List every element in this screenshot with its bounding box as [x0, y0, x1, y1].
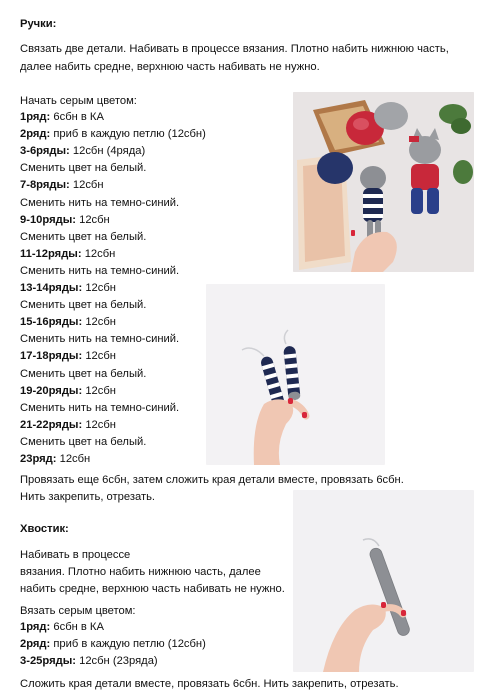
handles-row-label: 13-14ряды: [20, 282, 83, 294]
handles-row [20, 384, 116, 398]
handles-row-text: 12сбн [82, 418, 116, 431]
handles-row [20, 401, 179, 415]
handles-row [20, 213, 110, 227]
photo-cat-toys [293, 92, 474, 272]
handles-row-label: 15-16ряды: [20, 316, 83, 329]
tail-heading: Хвостик: [20, 523, 69, 535]
tail-intro-line-1: Набивать в процессе [20, 549, 131, 561]
handles-row-label: 11-12ряды: [20, 247, 82, 260]
photo-grey-tail [293, 490, 474, 672]
handles-row-label: 9-10ряды: [20, 213, 76, 226]
handles-row-text: Сменить цвет на белый. [20, 299, 147, 312]
handles-row-text: 12сбн [82, 282, 116, 294]
handles-row-text: Сменить нить на темно-синий. [20, 196, 180, 209]
handles-row-text: 12сбн [82, 384, 116, 397]
photo-striped-arms [206, 284, 385, 465]
handles-row-label: 19-20ряды: [20, 384, 83, 397]
handles-row-text: 6сбн в КА [50, 111, 104, 123]
handles-row [20, 298, 146, 312]
tail-intro-line-3: набить средне, верхнюю часть набивать не нужно. [20, 583, 285, 595]
handles-row-text: Сменить цвет на белый. [20, 367, 147, 380]
handles-row [20, 110, 104, 124]
handles-row [20, 281, 116, 295]
handles-row-text: 12сбн [76, 213, 110, 226]
handles-row-text: 12сбн [69, 179, 104, 192]
handles-finish-line-1: Провязать еще 6сбн, затем сложить края детали вместе, провязать 6сбн. [20, 474, 404, 486]
handles-row [20, 178, 104, 192]
handles-row [20, 230, 146, 244]
tail-row-label: 1ряд: [20, 621, 51, 633]
handles-row-label: 23ряд: [20, 453, 57, 465]
tail-row-text: 6сбн в КА [50, 621, 104, 633]
handles-row [20, 349, 116, 363]
tail-row-label: 3-25ряды: [20, 655, 76, 667]
handles-row-text: 12сбн [82, 316, 116, 329]
handles-row [20, 144, 145, 158]
handles-row [20, 127, 206, 141]
handles-start-color: Начать серым цветом: [20, 95, 137, 107]
handles-row-text: приб в каждую петлю (12сбн) [50, 128, 206, 141]
tail-row [20, 620, 104, 634]
handles-row-text: Сменить нить на темно-синий. [20, 333, 180, 346]
handles-row-label: 21-22ряды: [20, 418, 83, 431]
handles-heading: Ручки: [20, 18, 57, 30]
handles-row-text: Сменить цвет на белый. [20, 435, 147, 448]
handles-row [20, 196, 179, 210]
tail-row-label: 2ряд: [20, 638, 51, 650]
handles-row-text: 12сбн [81, 247, 116, 260]
tail-start-color: Вязать серым цветом: [20, 605, 136, 617]
handles-intro-line-1: Связать две детали. Набивать в процессе вязания. Плотно набить нижнюю часть, [20, 43, 449, 55]
tail-row [20, 637, 206, 651]
handles-row-label: 2ряд: [20, 128, 51, 141]
handles-row-label: 17-18ряды: [20, 350, 83, 363]
handles-row [20, 435, 146, 449]
tail-row-text: приб в каждую петлю (12сбн) [50, 638, 206, 650]
tail-row [20, 654, 158, 668]
handles-row-text: Сменить нить на темно-синий. [20, 401, 180, 414]
handles-row-text: Сменить нить на темно-синий. [20, 264, 180, 277]
tail-finish-line: Сложить края детали вместе, провязать 6сбн. Нить закрепить, отрезать. [20, 678, 399, 690]
handles-row [20, 367, 146, 381]
handles-row-text: 12сбн (4ряда) [69, 145, 146, 158]
handles-row-text: 12сбн [56, 453, 91, 465]
tail-row-text: 12сбн (23ряда) [76, 655, 158, 667]
handles-row [20, 452, 90, 466]
handles-row-label: 7-8ряды: [20, 179, 70, 192]
handles-row-text: Сменить цвет на белый. [20, 162, 147, 175]
handles-row-text: 12сбн [82, 350, 116, 363]
handles-intro-line-2: далее набить средне, верхнюю часть набивать не нужно. [20, 61, 320, 73]
handles-row-text: Сменить цвет на белый. [20, 230, 147, 243]
handles-row [20, 247, 115, 261]
handles-row-label: 3-6ряды: [20, 145, 70, 158]
handles-row [20, 332, 179, 346]
handles-row [20, 418, 116, 432]
handles-row [20, 161, 146, 175]
handles-finish-line-2: Нить закрепить, отрезать. [20, 491, 156, 503]
tail-intro-line-2: вязания. Плотно набить нижнюю часть, далее [20, 566, 261, 578]
handles-row [20, 315, 116, 329]
handles-row-label: 1ряд: [20, 111, 51, 123]
handles-row [20, 264, 179, 278]
